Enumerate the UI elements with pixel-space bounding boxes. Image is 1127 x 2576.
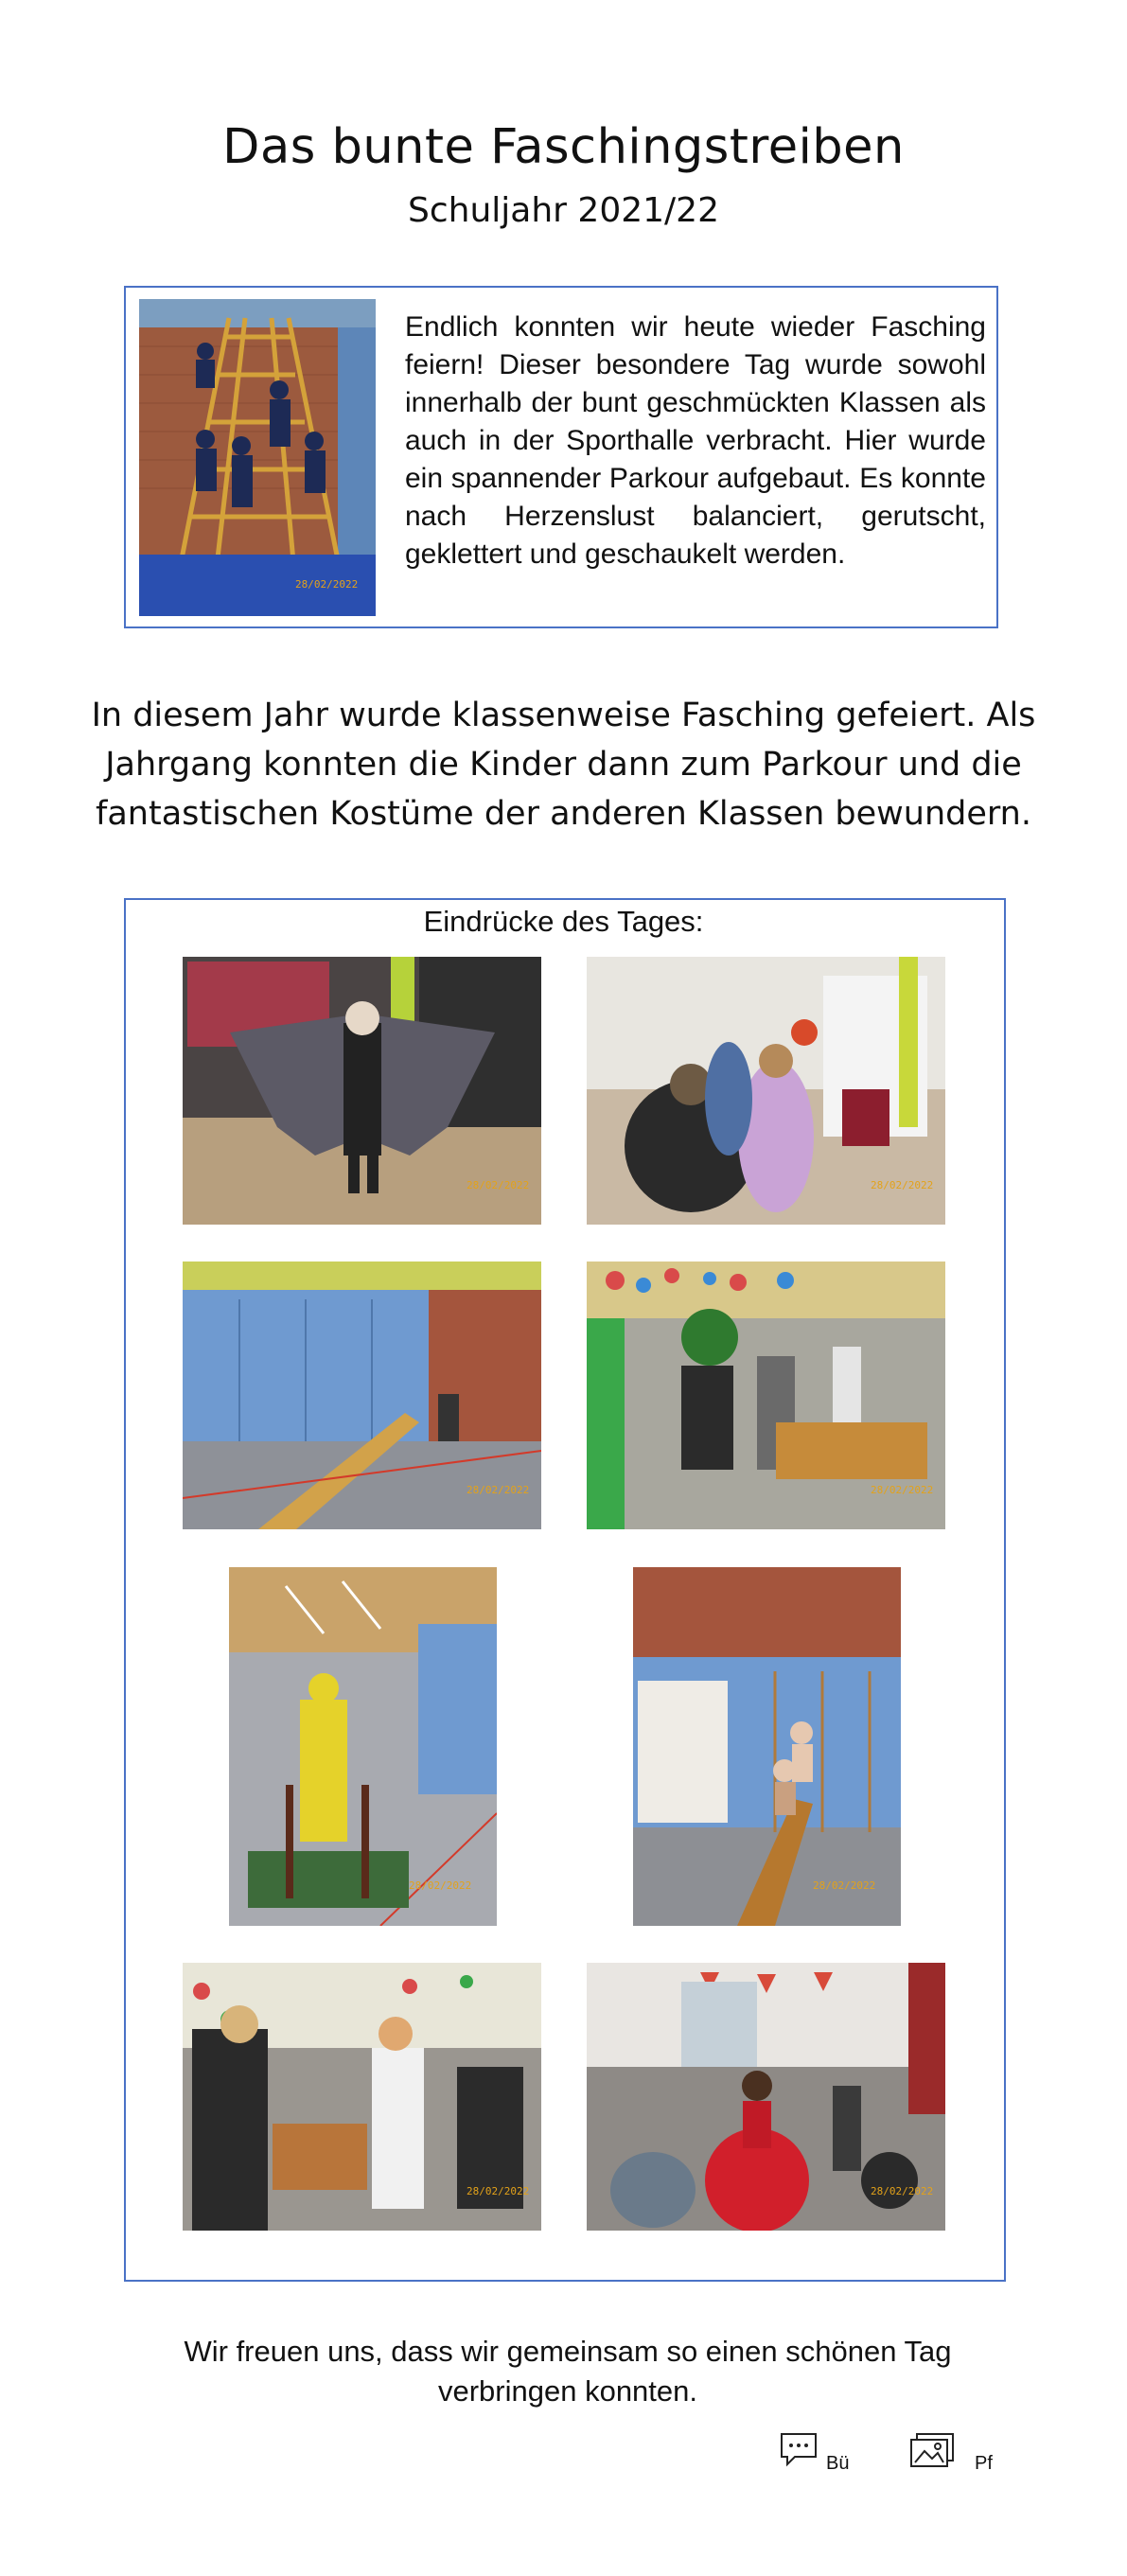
image-icon bbox=[909, 2432, 955, 2470]
photo-classroom-costumes bbox=[587, 957, 945, 1225]
closing-text: Wir freuen uns, dass wir gemeinsam so einen schönen Tag verbringen konnten. bbox=[184, 2335, 952, 2408]
photo-gym-ramp bbox=[183, 1262, 541, 1529]
gallery-heading: Eindrücke des Tages: bbox=[423, 905, 704, 938]
photo-date-stamp: 28/02/2022 bbox=[409, 1879, 472, 1892]
photo-date-stamp: 28/02/2022 bbox=[871, 1179, 934, 1191]
intro-paragraph: Endlich konnten wir heute wieder Fasching feiern! Dieser besondere Tag wurde sowohl innerhalb der bunt geschmückten Klassen als auch in der Sporthalle verbracht. Hier wurde ein spannender Parkour aufgebaut. Es konnte nach Herzenslust balanciert, gerutscht, geklettert und geschaukelt werden. bbox=[405, 311, 986, 570]
photo-date-stamp: 28/02/2022 bbox=[467, 2185, 530, 2197]
photo-date-stamp: 28/02/2022 bbox=[467, 1484, 530, 1496]
photo-date-stamp: 28/02/2022 bbox=[871, 1484, 934, 1496]
attachment-label: Bü bbox=[826, 2453, 850, 2474]
page-title: Das bunte Faschingstreiben bbox=[222, 119, 905, 175]
photo-date-stamp: 28/02/2022 bbox=[295, 578, 359, 591]
attachment-image[interactable] bbox=[909, 2432, 995, 2479]
photo-date-stamp: 28/02/2022 bbox=[871, 2185, 934, 2197]
photo-balance-beam bbox=[229, 1567, 497, 1926]
photo-dancing-circle bbox=[587, 1963, 945, 2231]
photo-wall-bars-ramp bbox=[633, 1567, 901, 1926]
intro-photo-climbing-wall bbox=[139, 299, 376, 616]
page-subtitle: Schuljahr 2021/22 bbox=[408, 191, 719, 230]
photo-date-stamp: 28/02/2022 bbox=[467, 1179, 530, 1191]
photo-classroom-chairs bbox=[183, 1963, 541, 2231]
photo-date-stamp: 28/02/2022 bbox=[813, 1879, 876, 1892]
comment-icon bbox=[780, 2432, 818, 2468]
lead-paragraph: In diesem Jahr wurde klassenweise Fasching gefeiert. Als Jahrgang konnten die Kinder dann zum Parkour und die fantastischen Kostüme der anderen Klassen bewundern. bbox=[91, 697, 1036, 833]
attachment-label: Pf bbox=[975, 2453, 993, 2474]
photo-classroom-party bbox=[587, 1262, 945, 1529]
attachment-comment[interactable] bbox=[780, 2432, 855, 2479]
photo-bat-costume bbox=[183, 957, 541, 1225]
